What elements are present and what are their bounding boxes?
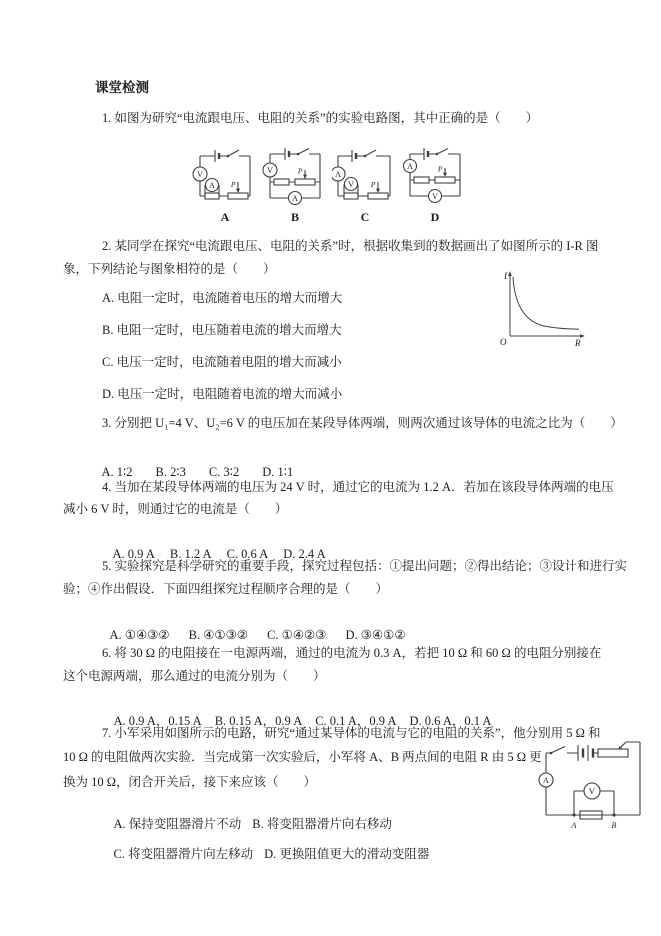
q6-text-line-1: 6. 将 30 Ω 的电阻接在一电源两端，通过的电流为 0.3 A，若把 10 Ω 和 60 Ω 的电阻分别接在 [102,646,602,660]
q2-ir-graph [496,268,592,353]
q7-text-line-1: 7. 小军采用如图所示的电路，研究“通过某导体的电流与它的电阻的关系”，他分别用 5 Ω 和 [102,726,601,740]
svg-text:V: V [432,191,438,201]
ammeter-icon [289,192,302,205]
switch-icon [436,149,448,156]
switch-icon [297,149,309,156]
option-a: A. 0.9 A，0.15 A [113,714,202,728]
rheostat-icon [598,742,628,757]
q5-text-line-1: 5. 实验探究是科学研究的重要手段，探究过程包括：①提出问题；②得出结论；③设计和进行实 [102,559,628,573]
q4-text-line-2: 减小 6 V 时，则通过它的电流是（ ） [63,502,288,516]
x-axis-label: R [575,338,581,348]
circuit-option-a [192,144,258,225]
circuit-c-diagram [332,144,398,208]
node-label-b: B [611,821,617,830]
resistor-icon [274,179,289,185]
voltmeter-icon [263,163,277,177]
option-d: D. 0.6 A，0.1 A [409,714,492,728]
q7-options-row-2 [101,830,440,878]
wire [338,156,390,196]
origin-label: O [500,337,507,347]
circuit-label-a: A [220,210,230,224]
option-b: B. 1.2 A [169,547,212,561]
q2-option-d: D. 电压一定时，电阻随着电流的增大而减小 [102,387,343,401]
circuit-option-d [402,144,468,225]
q7-circuit-figure [534,737,658,838]
ir-curve [513,277,579,329]
option-c: C. 3∶2 [208,465,240,479]
switch-icon [364,150,376,157]
resistor-icon [205,193,219,199]
rheostat-icon [295,167,315,186]
node-label-a: A [571,821,577,830]
svg-text:A: A [209,180,215,190]
voltmeter-icon [345,178,358,191]
q2-option-b: B. 电阻一定时，电压随着电流的增大而增大 [102,323,342,337]
circuit-option-b [262,144,328,225]
ammeter-icon [404,160,417,173]
svg-text:P: P [370,180,376,189]
battery-icon [215,150,219,162]
option-c: C. 将变阻器滑片向左移动 [113,847,254,861]
circuit-label-d: D [430,210,440,224]
ir-graph-diagram [496,268,592,348]
ammeter-icon [539,773,553,787]
option-b: B. 2∶3 [155,465,186,479]
option-c: C. 0.6 A [226,547,269,561]
svg-text:P: P [437,164,443,174]
svg-text:A: A [542,774,550,785]
voltmeter-icon [429,190,442,203]
voltmeter-icon [193,167,207,181]
circuit-b-diagram [262,144,328,208]
circuit-label-c: C [360,210,370,224]
option-c: C. ①④②③ [267,628,327,642]
resistor-icon [344,193,358,199]
rheostat-icon [435,165,455,184]
option-b: B. ④①③② [188,628,249,642]
resistor-icon [414,177,429,183]
q2-text-line-2: 象，下列结论与图象相符的是（ ） [63,262,276,276]
switch-icon [550,747,565,755]
option-d: D. ③④①② [345,628,406,642]
svg-text:A: A [335,170,341,179]
switch-icon [227,150,239,157]
circuit-label-b: B [290,210,299,224]
svg-text:V: V [348,179,354,189]
svg-text:A: A [292,193,298,203]
circuit-a-diagram [192,144,258,208]
option-a: A. 保持变阻器滑片不动 [113,817,242,831]
battery-icon [285,148,289,160]
svg-text:V: V [588,786,596,796]
q2-text-line-1: 2. 某同学在探究“电流跟电压、电阻的关系”时，根据收集到的数据画出了如图所示的 I-R 图 [102,239,599,253]
option-d: D. 更换阻值更大的滑动变阻器 [264,847,430,861]
q1-text: 1. 如图为研究“电流跟电压、电阻的关系”的实验电路图，其中正确的是（ ） [102,111,539,125]
svg-text:V: V [267,166,273,175]
q2-option-c: C. 电压一定时，电流随着电阻的增大而减小 [102,355,342,369]
option-b: B. 将变阻器滑片向右移动 [252,817,392,831]
x-axis-arrow-icon [580,334,585,338]
svg-text:P: P [230,180,236,189]
q4-text-line-1: 4. 当加在某段导体两端的电压为 24 V 时，通过它的电流为 1.2 A．若加在该段导体两端的电压 [102,480,614,494]
battery-icon [424,148,428,160]
q7-circuit-diagram [534,737,658,833]
svg-text:V: V [197,170,203,179]
q1-circuits-figure [192,144,472,225]
option-c: C. 0.1 A，0.9 A [315,714,397,728]
rheostat-icon [228,180,248,199]
y-axis-arrow-icon [508,271,512,276]
battery-icon [578,745,593,761]
q7-text-line-3: 换为 10 Ω，闭合开关后，接下来应该（ ） [63,775,317,789]
option-d: D. 1∶1 [262,465,294,479]
svg-text:A: A [407,161,413,171]
voltmeter-icon [584,783,600,799]
q7-text-line-2: 10 Ω 的电阻做两次实验．当完成第一次实验后，小军将 A、B 两点间的电阻 R 由 5 Ω 更 [63,750,542,764]
q5-text-line-2: 验；④作出假设．下面四组探究过程顺序合理的是（ ） [63,582,389,596]
battery-icon [352,150,356,162]
option-d: D. 2.4 A [283,547,326,561]
ammeter-icon [206,179,219,192]
circuit-d-diagram [402,144,468,208]
q6-text-line-2: 这个电源两端，那么通过的电流分别为（ ） [63,669,326,683]
svg-text:P: P [297,166,303,176]
option-b: B. 0.15 A，0.9 A [214,714,303,728]
q2-option-a: A. 电阻一定时，电流随着电压的增大而增大 [102,291,343,305]
y-axis-label: I [504,271,507,281]
circuit-option-c [332,144,398,225]
ammeter-icon [332,167,345,181]
option-a: A. 0.9 A [112,547,155,561]
option-a: A. 1∶2 [101,465,133,479]
q3-text: 3. 分别把 U₁=4 V、U₂=6 V 的电压加在某段导体两端，则两次通过该导体的电流之比为（ ） [102,416,623,430]
option-a: A. ①④③② [109,628,170,642]
rheostat-icon [368,180,388,199]
page-title: 课堂检测 [95,80,149,95]
